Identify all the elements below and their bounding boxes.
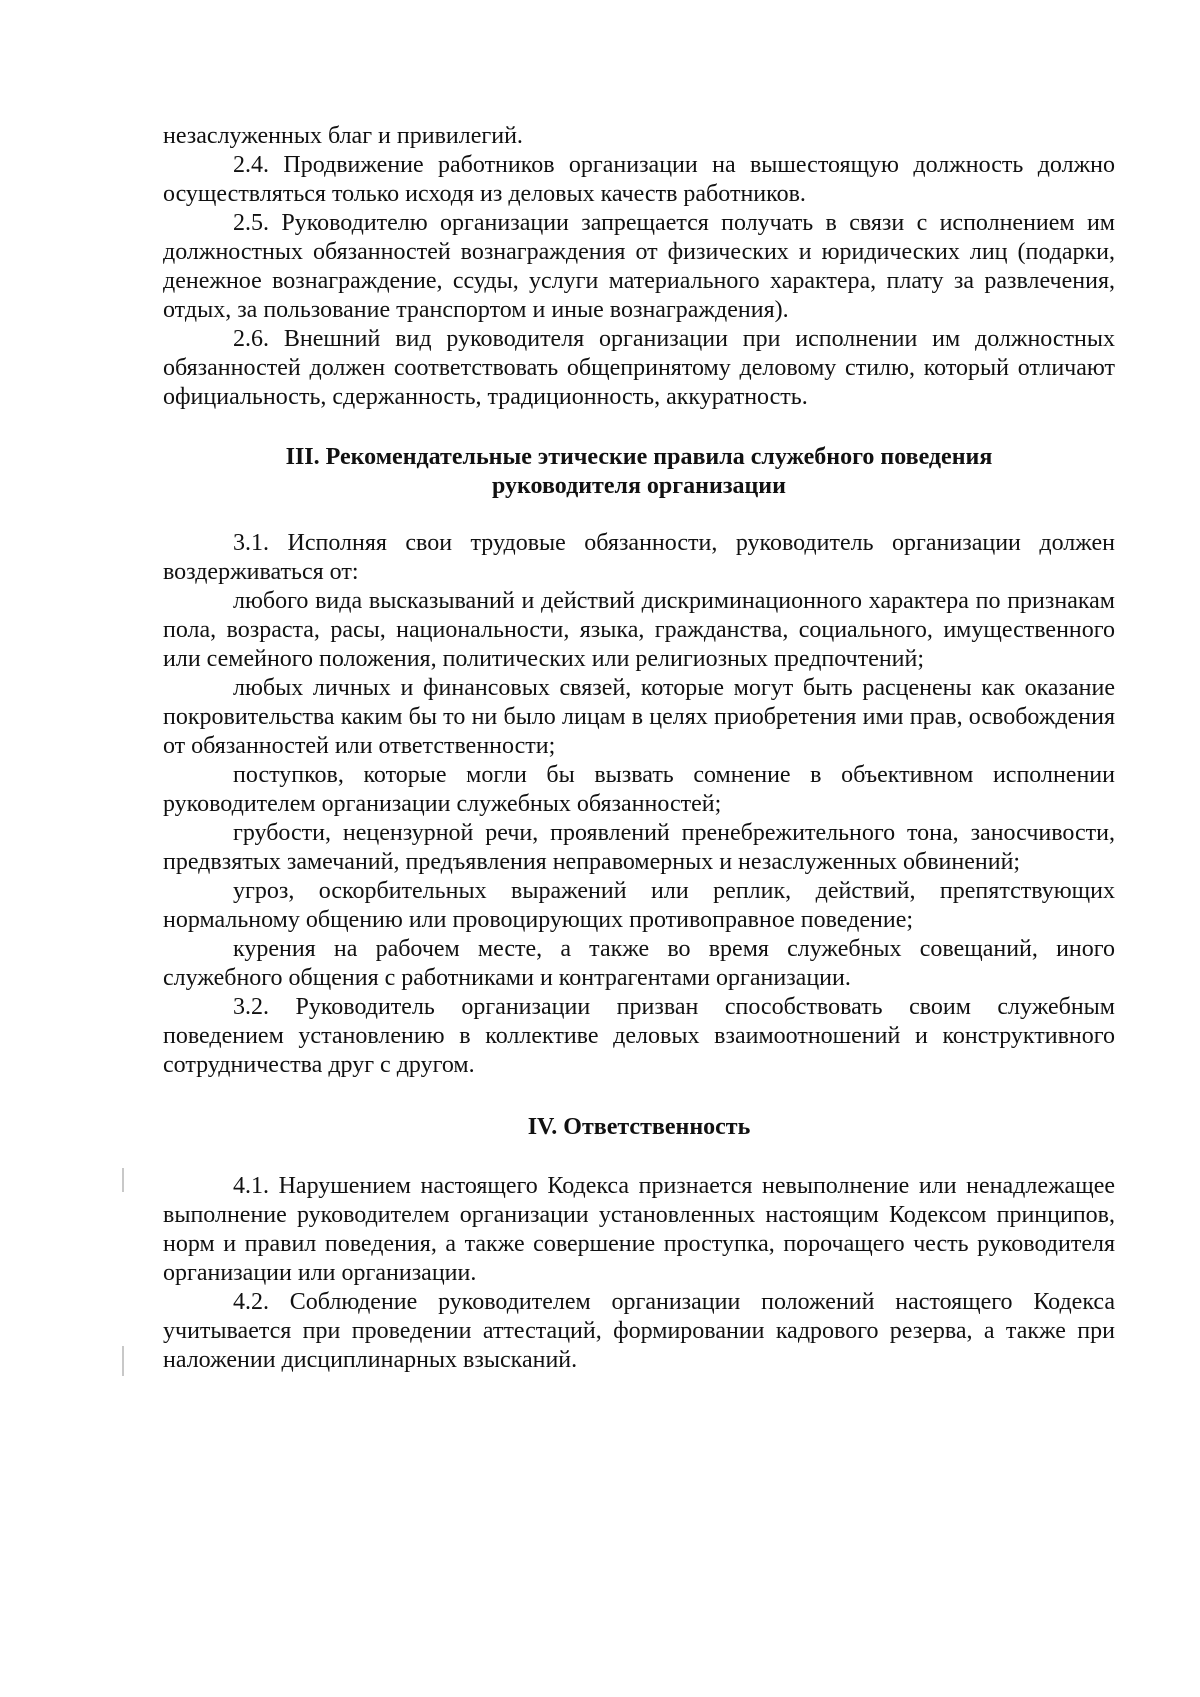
scan-artifact (122, 1168, 124, 1192)
section-3-heading (163, 443, 1115, 501)
document-body (163, 122, 1115, 1375)
list-item-actions: поступков, которые могли бы вызвать сомнение в объективном исполнении руководителем организации служебных обязанностей; (163, 762, 1115, 817)
paragraph-3-1: 3.1. Исполняя свои трудовые обязанности, руководитель организации должен воздерживаться от: (163, 530, 1115, 585)
paragraph-2-5: 2.5. Руководителю организации запрещается получать в связи с исполнением им должностных обязанностей вознаграждения от физических и юридических лиц (подарки, денежное вознаграждение, ссуды, услуги материального характера, плату за развлечения, отдых, за пользование транспортом и иные вознаграждения). (163, 210, 1115, 323)
paragraph-2-6: 2.6. Внешний вид руководителя организации при исполнении им должностных обязанностей должен соответствовать общепринятому деловому стилю, который отличают официальность, сдержанность, традиционность, аккуратность. (163, 326, 1115, 410)
list-item-smoking: курения на рабочем месте, а также во время служебных совещаний, иного служебного общения с работниками и контрагентами организации. (163, 936, 1115, 991)
section-3-title-line2: руководителя организации (492, 473, 786, 499)
paragraph-continuation: незаслуженных благ и привилегий. (163, 123, 523, 149)
paragraph-4-2: 4.2. Соблюдение руководителем организации положений настоящего Кодекса учитывается при проведении аттестаций, формировании кадрового резерва, а также при наложении дисциплинарных взысканий. (163, 1289, 1115, 1373)
list-item-threats: угроз, оскорбительных выражений или реплик, действий, препятствующих нормальному общению или провоцирующих противоправное поведение; (163, 878, 1115, 933)
section-3-title-line1: III. Рекомендательные этические правила служебного поведения (285, 444, 993, 470)
paragraph-4-1: 4.1. Нарушением настоящего Кодекса признается невыполнение или ненадлежащее выполнение руководителем организации установленных настоящим Кодексом принципов, норм и правил поведения, а также совершение проступка, порочащего честь руководителя организации или организации. (163, 1173, 1115, 1286)
paragraph-3-2: 3.2. Руководитель организации призван способствовать своим служебным поведением установлению в коллективе деловых взаимоотношений и конструктивного сотрудничества друг с другом. (163, 994, 1115, 1078)
list-item-discrimination: любого вида высказываний и действий дискриминационного характера по признакам пола, возраста, расы, национальности, языка, гражданства, социального, имущественного или семейного положения, политических или религиозных предпочтений; (163, 588, 1115, 672)
section-4-heading: IV. Ответственность (527, 1114, 751, 1140)
list-item-personal-ties: любых личных и финансовых связей, которые могут быть расценены как оказание покровительства каким бы то ни было лицам в целях приобретения ими прав, освобождения от обязанностей или ответственности; (163, 675, 1115, 759)
scan-artifact (122, 1346, 124, 1376)
list-item-rudeness: грубости, нецензурной речи, проявлений пренебрежительного тона, заносчивости, предвзятых замечаний, предъявления неправомерных и незаслуженных обвинений; (163, 820, 1115, 875)
paragraph-2-4: 2.4. Продвижение работников организации на вышестоящую должность должно осуществляться только исходя из деловых качеств работников. (163, 152, 1115, 207)
